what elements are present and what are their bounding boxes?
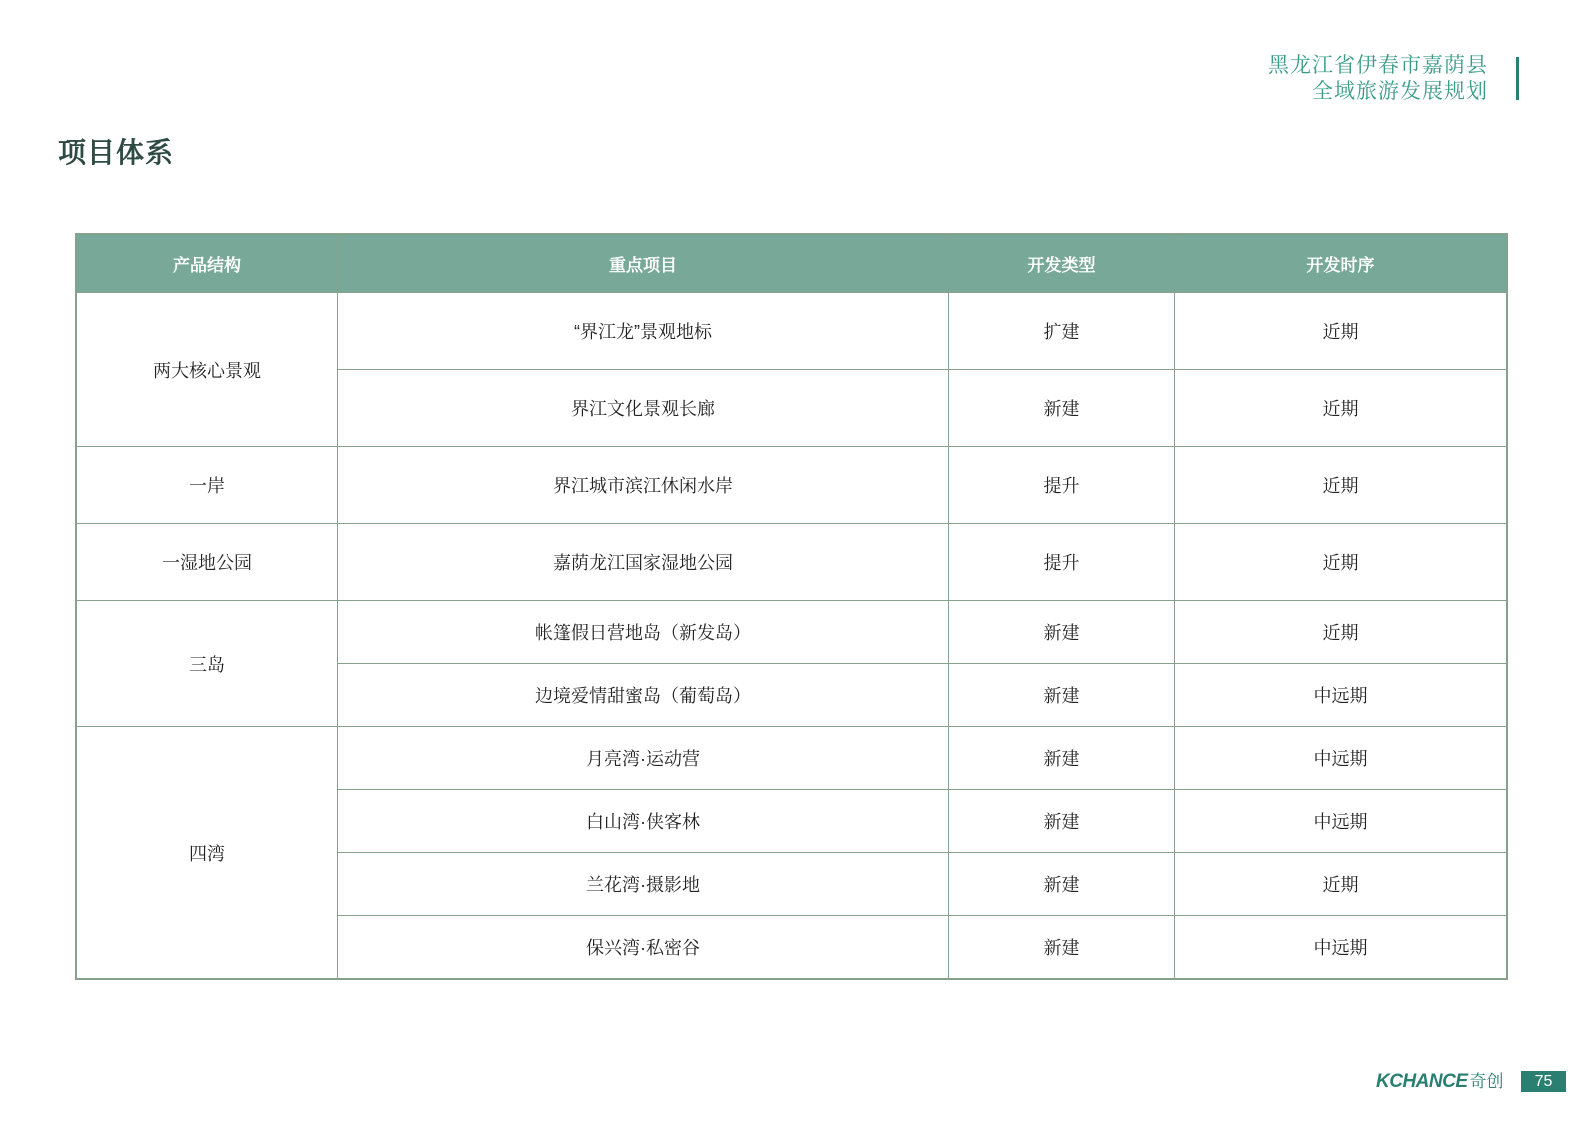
column-header-development-phase: 开发时序 (1175, 234, 1508, 293)
type-cell: 提升 (949, 447, 1175, 524)
page-title: 项目体系 (58, 137, 175, 168)
header-line-region: 黑龙江省伊春市嘉荫县 (1268, 54, 1488, 77)
project-table (75, 233, 1508, 980)
phase-cell: 中远期 (1175, 916, 1508, 980)
category-cell: 四湾 (76, 727, 338, 980)
project-cell: 兰花湾·摄影地 (338, 853, 949, 916)
project-cell: 界江文化景观长廊 (338, 370, 949, 447)
type-cell: 新建 (949, 601, 1175, 664)
project-cell: 边境爱情甜蜜岛（葡萄岛） (338, 664, 949, 727)
category-cell: 三岛 (76, 601, 338, 727)
column-header-key-project: 重点项目 (338, 234, 949, 293)
table-row (76, 601, 1507, 664)
category-cell: 一岸 (76, 447, 338, 524)
table-row (76, 447, 1507, 524)
phase-cell: 中远期 (1175, 790, 1508, 853)
project-cell: 嘉荫龙江国家湿地公园 (338, 524, 949, 601)
type-cell: 扩建 (949, 293, 1175, 370)
phase-cell: 近期 (1175, 524, 1508, 601)
project-cell: 帐篷假日营地岛（新发岛） (338, 601, 949, 664)
project-cell: 保兴湾·私密谷 (338, 916, 949, 980)
phase-cell: 近期 (1175, 293, 1508, 370)
table-row (76, 524, 1507, 601)
phase-cell: 近期 (1175, 447, 1508, 524)
column-header-development-type: 开发类型 (949, 234, 1175, 293)
project-cell: 界江城市滨江休闲水岸 (338, 447, 949, 524)
company-logo (1376, 1070, 1504, 1094)
type-cell: 新建 (949, 853, 1175, 916)
type-cell: 新建 (949, 727, 1175, 790)
header-line-plan-name: 全域旅游发展规划 (1312, 80, 1488, 103)
project-cell: 白山湾·侠客林 (338, 790, 949, 853)
type-cell: 提升 (949, 524, 1175, 601)
phase-cell: 中远期 (1175, 664, 1508, 727)
category-cell: 两大核心景观 (76, 293, 338, 447)
table-header-row (76, 234, 1507, 293)
category-cell: 一湿地公园 (76, 524, 338, 601)
document-header (1268, 53, 1488, 105)
logo-wordmark: KCHANCE (1376, 1071, 1468, 1092)
phase-cell: 近期 (1175, 601, 1508, 664)
type-cell: 新建 (949, 790, 1175, 853)
table-row (76, 727, 1507, 790)
column-header-product-structure: 产品结构 (76, 234, 338, 293)
project-cell: “界江龙”景观地标 (338, 293, 949, 370)
phase-cell: 近期 (1175, 370, 1508, 447)
logo-chinese-name: 奇创 (1469, 1072, 1504, 1091)
phase-cell: 近期 (1175, 853, 1508, 916)
table-row (76, 293, 1507, 370)
page-number: 75 (1521, 1071, 1566, 1092)
type-cell: 新建 (949, 916, 1175, 980)
header-accent-bar (1516, 57, 1519, 100)
project-cell: 月亮湾·运动营 (338, 727, 949, 790)
type-cell: 新建 (949, 370, 1175, 447)
type-cell: 新建 (949, 664, 1175, 727)
phase-cell: 中远期 (1175, 727, 1508, 790)
